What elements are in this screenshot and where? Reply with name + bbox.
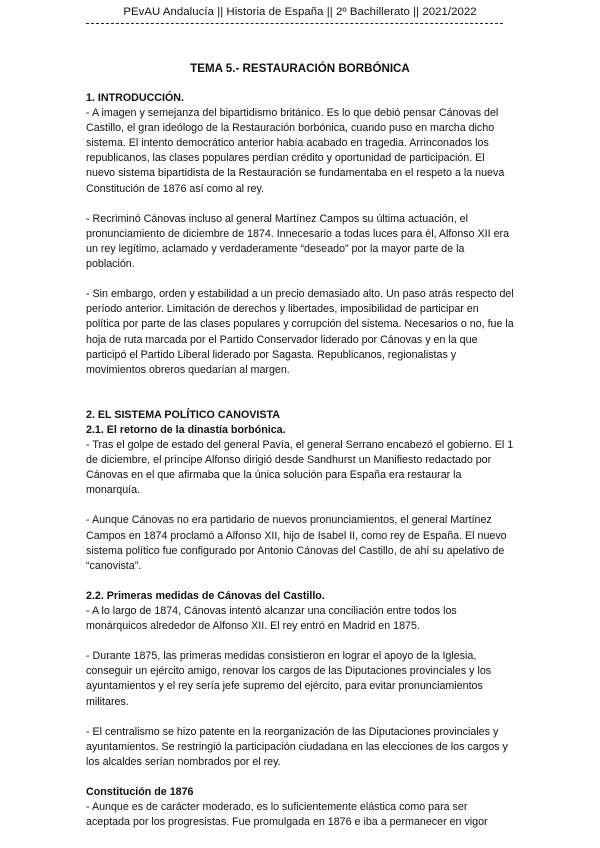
section-heading-introduccion: 1. INTRODUCCIÓN.	[86, 92, 184, 104]
paragraph: - Durante 1875, las primeras medidas consistieron en lograr el apoyo de la Iglesia, conseguir un ejército amigo, renovar los cargos de las Diputaciones provinciales y los ayuntamientos y el rey sería jefe supremo del ejército, para evitar pronunciamientos militares.	[86, 650, 492, 708]
document-title: TEMA 5.- RESTAURACIÓN BORBÓNICA	[190, 62, 410, 75]
subsection-heading: Constitución de 1876	[86, 786, 194, 799]
paragraph: - Aunque es de carácter moderado, es lo suficientemente elástica como para ser aceptada por los progresistas. Fue promulgada en 1876 e iba a permanecer en vigor	[86, 801, 488, 829]
subsection-heading: 2.2. Primeras medidas de Cánovas del Castillo.	[86, 589, 325, 602]
subsection-heading: 2.1. El retorno de la dinastía borbónica.	[86, 423, 286, 436]
paragraph: - A imagen y semejanza del bipartidismo británico. Es lo que debió pensar Cánovas del Castillo, el gran ideólogo de la Restauración borbónica, cuando puso en marcha dicho sistema. El intento democrático anterior había acabado en tragedia. Arrinconados los republicanos, las clases populares perdían crédito y oportunidad de participación. El nuevo sistema bipartidista de la Restauración se fundamentaba en el respeto a la nueva Constitución de 1876 así como al rey.	[86, 107, 505, 195]
paragraph: - Tras el golpe de estado del general Pavía, el general Serrano encabezó el gobierno. El 1 de diciembre, el príncipe Alfonso dirigió desde Sandhurst un Manifiesto redactado por Cánovas en el que afirmaba que la única solución para España era restaurar la monarquía.	[86, 438, 514, 497]
paragraph: - El centralismo se hizo patente en la reorganización de las Diputaciones provinciales y ayuntamientos. Se restringió la participación ciudadana en las elecciones de los cargos y los alcaldes serían nombrados por el rey.	[86, 725, 508, 768]
page-header: PEvAU Andalucía || Historia de España || 2º Bachillerato || 2021/2022	[123, 6, 477, 18]
section-heading-sistema: 2. EL SISTEMA POLÍTICO CANOVISTA	[86, 408, 280, 421]
paragraph: - Sin embargo, orden y estabilidad a un precio demasiado alto. Un paso atrás respecto del período anterior. Limitación de derechos y libertades, imposibilidad de participar en política por parte de las clases populares y corrupción del sistema. Necesarios o no, fue la hoja de ruta marcada por el Partido Conservador liderado por Cánovas y en la que participó el Partido Liberal liderado por Sagasta. Republicanos, regionalistas y movimientos obreros quedarían al margen.	[86, 288, 514, 376]
document-body	[86, 91, 514, 830]
paragraph: - Recriminó Cánovas incluso al general Martínez Campos su última actuación, el pronunciamiento de diciembre de 1874. Innecesario a todas luces para él, Alfonso XII era un rey legítimo, aclamado y verdaderamente “deseado” por la mayor parte de la población.	[86, 212, 510, 271]
paragraph: - A lo largo de 1874, Cánovas intentó alcanzar una conciliación entre todos los monárquicos alrededor de Alfonso XII. El rey entró en Madrid en 1875.	[86, 605, 457, 633]
header-divider	[86, 23, 503, 24]
paragraph: - Aunque Cánovas no era partidario de nuevos pronunciamientos, el general Martínez Campos en 1874 proclamó a Alfonso XII, hijo de Isabel II, como rey de España. El nuevo sistema político fue configurado por Antonio Cánovas del Castillo, de ahí su apelativo de “canovista”.	[86, 514, 507, 572]
